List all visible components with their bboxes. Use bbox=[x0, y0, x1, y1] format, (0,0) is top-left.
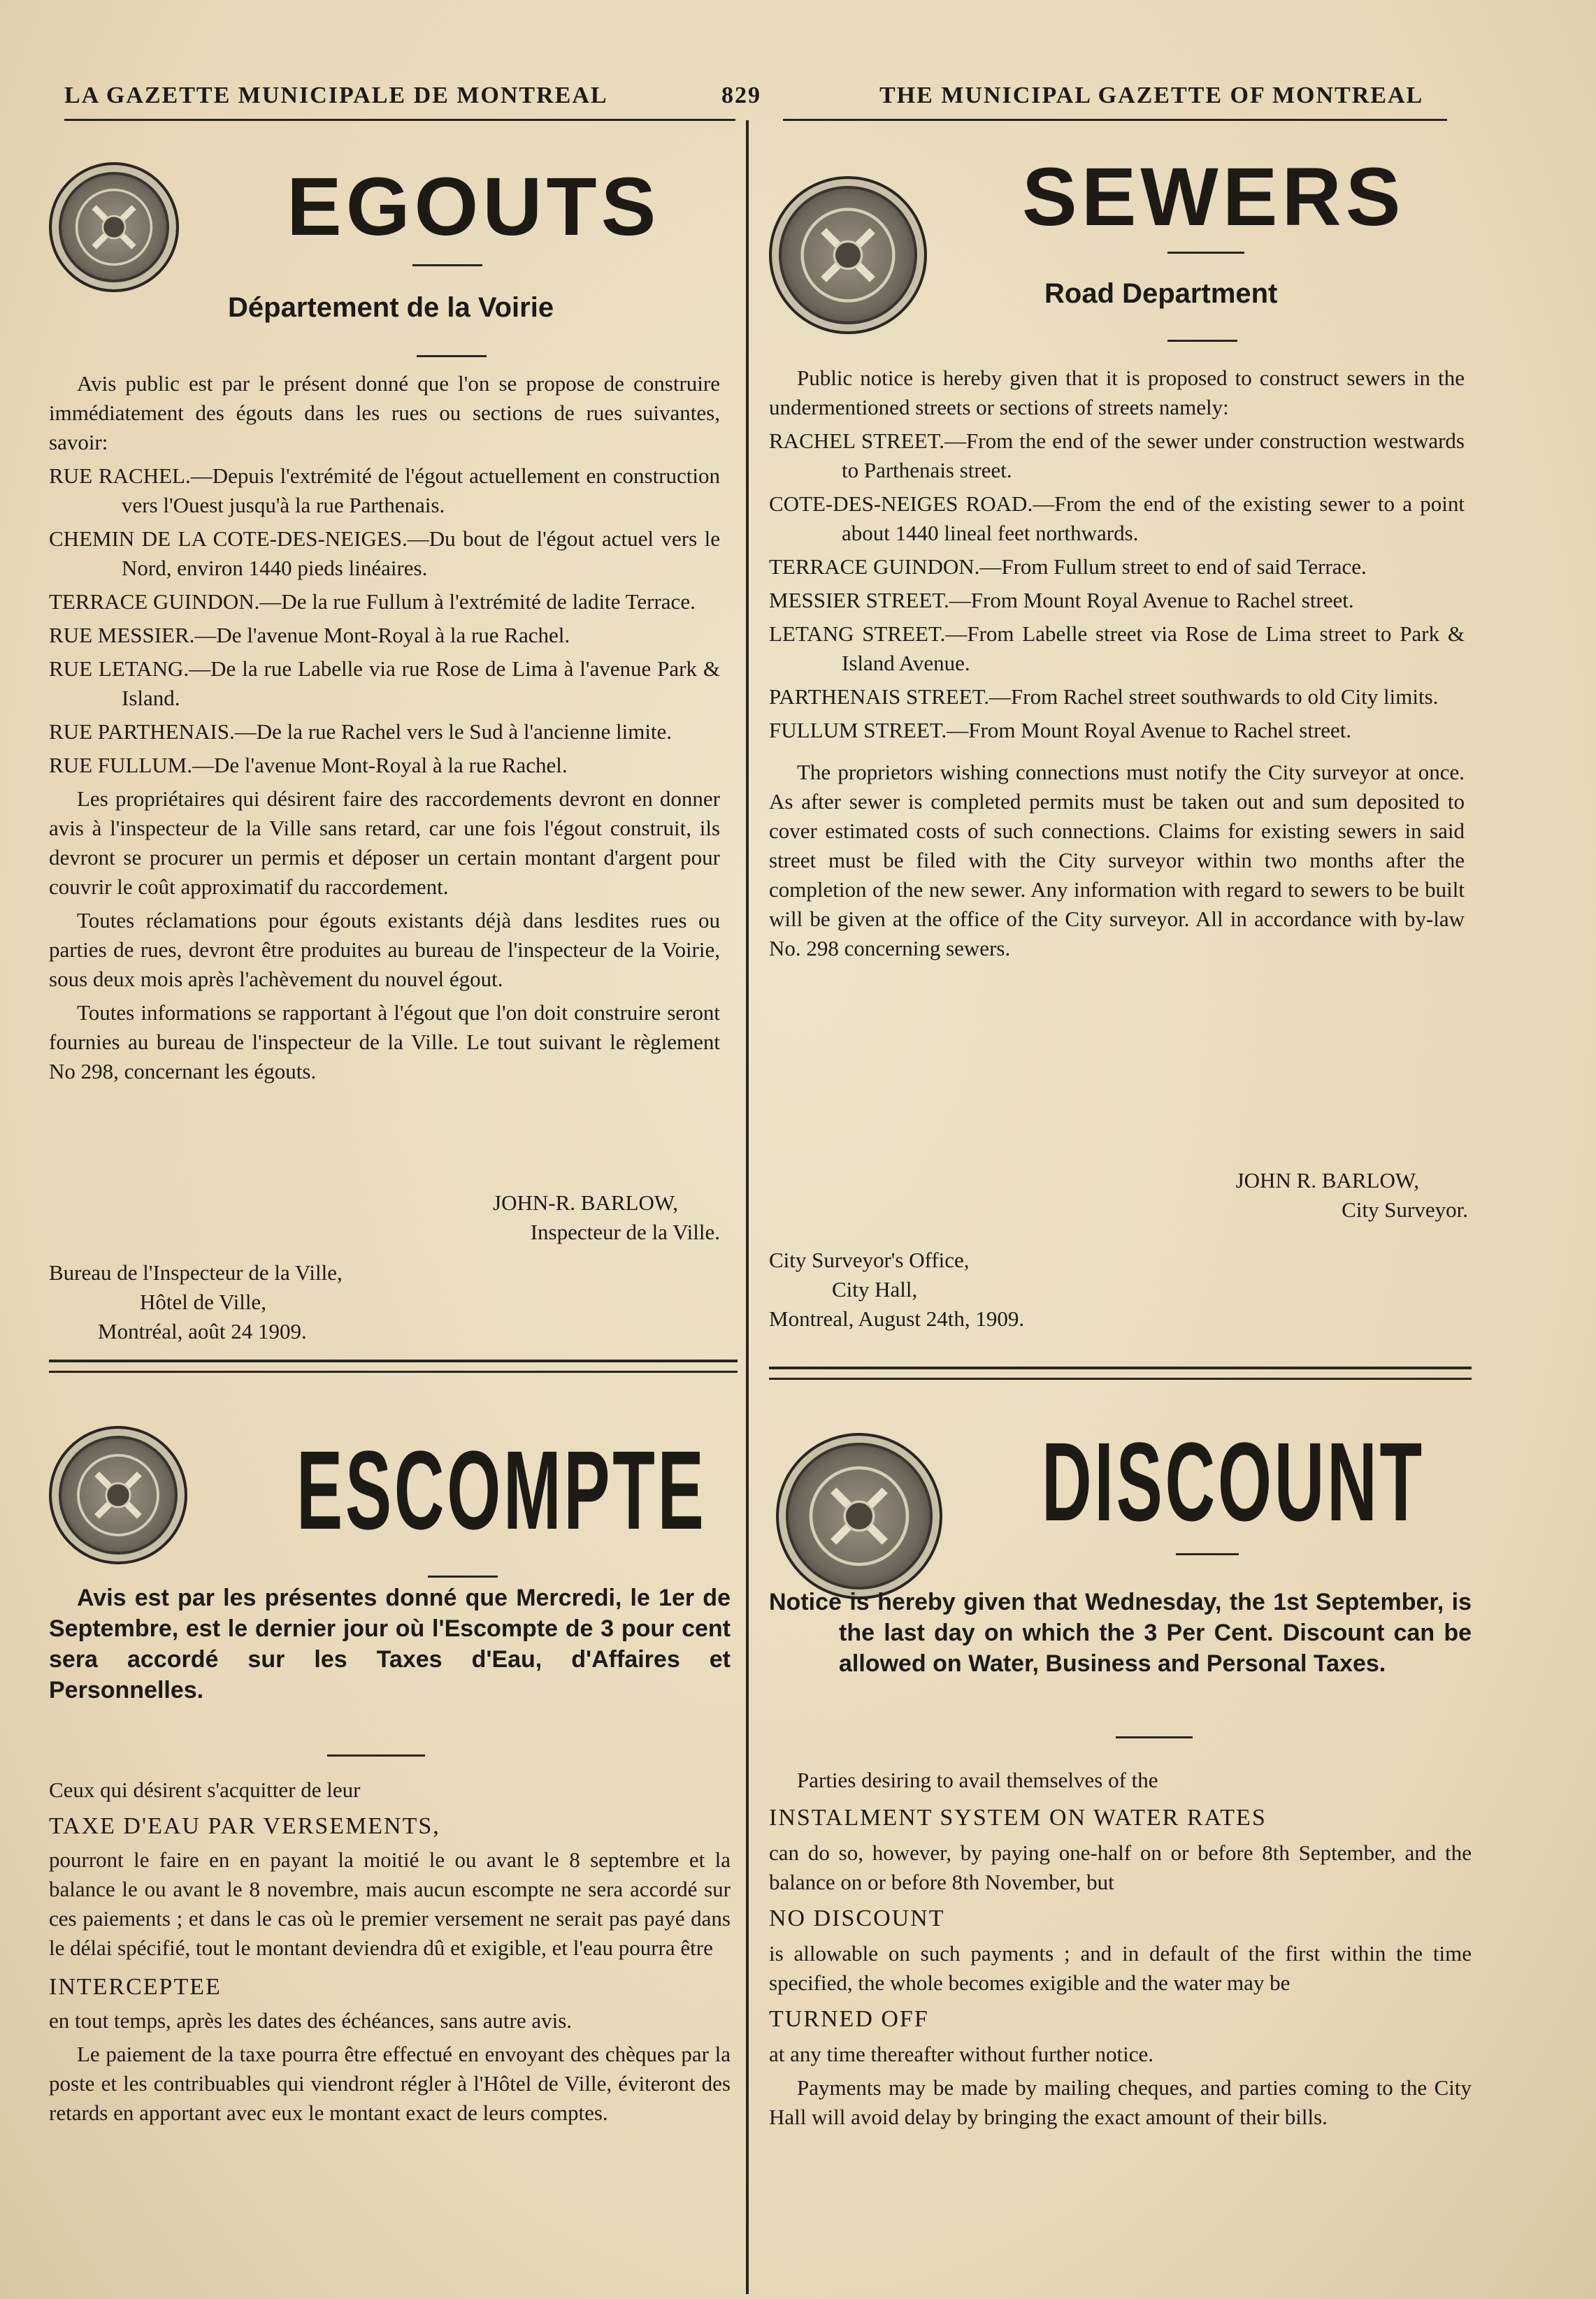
sewers-title: SEWERS bbox=[1022, 151, 1405, 243]
section-rule bbox=[1116, 1736, 1193, 1738]
escompte-heading-intercepted: INTERCEPTEE bbox=[49, 1974, 222, 2000]
egouts-street-letang: RUE LETANG.—De la rue Labelle via rue Rose de Lima à l'avenue Park & Island. bbox=[49, 656, 720, 710]
section-divider-right bbox=[769, 1367, 1472, 1380]
subtitle-rule bbox=[417, 355, 487, 357]
sewers-sig-name: JOHN R. BARLOW, bbox=[1235, 1168, 1419, 1192]
header-rule-left bbox=[64, 119, 735, 121]
city-seal-icon bbox=[776, 1433, 942, 1599]
escompte-heading-water-tax: TAXE D'EAU PAR VERSEMENTS, bbox=[49, 1813, 440, 1839]
egouts-sig-title: Inspecteur de la Ville. bbox=[530, 1220, 720, 1244]
escompte-body bbox=[49, 1775, 731, 2132]
discount-paragraph-1: Parties desiring to avail themselves of the bbox=[797, 1768, 1158, 1792]
egouts-signature bbox=[391, 1188, 720, 1247]
discount-paragraph-4: at any time thereafter without further notice. bbox=[769, 2042, 1154, 2066]
title-rule bbox=[428, 1576, 498, 1578]
title-rule bbox=[412, 264, 482, 266]
sewers-street-letang: LETANG STREET.—From Labelle street via Rose de Lima street to Park & Island Avenue. bbox=[769, 621, 1465, 675]
egouts-office-line-2: Hôtel de Ville, bbox=[140, 1290, 266, 1314]
discount-heading-instalment: INSTALMENT SYSTEM ON WATER RATES bbox=[769, 1805, 1267, 1831]
sewers-street-messier: MESSIER STREET.—From Mount Royal Avenue to Rachel street. bbox=[769, 588, 1354, 612]
egouts-street-parthenais: RUE PARTHENAIS.—De la rue Rachel vers le Sud à l'ancienne limite. bbox=[49, 719, 673, 744]
discount-body bbox=[769, 1766, 1472, 2136]
sewers-street-parthenais: PARTHENAIS STREET.—From Rachel street southwards to old City limits. bbox=[769, 684, 1439, 709]
discount-lead-text: Notice is hereby given that Wednesday, the 1st September, is the last day on which the 3 Per Cent. Discount can be allowed on Water, Business and Personal Taxes. bbox=[769, 1589, 1472, 1677]
section-rule bbox=[327, 1754, 425, 1757]
egouts-sig-name: JOHN-R. BARLOW, bbox=[493, 1190, 678, 1215]
egouts-street-fullum: RUE FULLUM.—De l'avenue Mont-Royal à la rue Rachel. bbox=[49, 753, 568, 777]
escompte-lead-text: Avis est par les présentes donné que Mercredi, le 1er de Septembre, est le dernier jour où l'Escompte de 3 pour cent sera accordé sur les Taxes d'Eau, d'Affaires et Personnelles. bbox=[49, 1585, 731, 1703]
sewers-street-cote-des-neiges: COTE-DES-NEIGES ROAD.—From the end of the existing sewer to a point about 1440 lineal feet northwards. bbox=[769, 491, 1465, 545]
egouts-paragraph-connections: Les propriétaires qui désirent faire des raccordements devront en donner avis à l'inspecteur de la Ville sans retard, car une fois l'égout construit, ils devront se procurer un permis et déposer un certain montant d'argent pour couvrir le coût approximatif du raccordement. bbox=[49, 786, 720, 899]
egouts-street-messier: RUE MESSIER.—De l'avenue Mont-Royal à la rue Rachel. bbox=[49, 623, 570, 647]
sewers-paragraph-connections: The proprietors wishing connections must notify the City surveyor at once. As after sewer is completed permits must be taken out and sum deposited to cover estimated costs of such connections. Claims for existing sewers in said street must be filed with the City surveyor within two months after the completion of the new sewer. Any information with regard to sewers to be built will be given at the office of the City surveyor. All in accordance with by-law No. 298 concerning sewers. bbox=[769, 760, 1465, 960]
sewers-office-line-1: City Surveyor's Office, bbox=[769, 1248, 970, 1272]
sewers-intro: Public notice is hereby given that it is proposed to construct sewers in the undermentioned streets or sections of streets namely: bbox=[769, 366, 1465, 419]
escompte-paragraph-2: pourront le faire en en payant la moitié le ou avant le 8 septembre et la balance le ou avant le 8 novembre, mais aucun escompte ne sera accordé sur ces paiements ; et dans le cas où le premier versement ne serait pas payé dans le délai spécifié, tout le montant deviendra dû et exigible, et l'eau pourra être bbox=[49, 1847, 731, 1960]
egouts-subtitle: Département de la Voirie bbox=[228, 292, 554, 323]
egouts-street-guindon: TERRACE GUINDON.—De la rue Fullum à l'extrémité de ladite Terrace. bbox=[49, 589, 696, 614]
discount-lead bbox=[769, 1587, 1472, 1683]
sewers-sig-title: City Surveyor. bbox=[1342, 1197, 1468, 1222]
egouts-street-cote-des-neiges: CHEMIN DE LA COTE-DES-NEIGES.—Du bout de l'égout actuel vers le Nord, environ 1440 pieds linéaires. bbox=[49, 526, 720, 580]
sewers-office-line-3: Montreal, August 24th, 1909. bbox=[769, 1306, 1025, 1331]
egouts-paragraph-information: Toutes informations se rapportant à l'égout que l'on doit construire seront fournies au bureau de l'inspecteur de la Ville. Le tout suivant le règlement No 298, concernant les égouts. bbox=[49, 1000, 720, 1083]
column-divider bbox=[746, 120, 749, 2294]
egouts-street-rachel: RUE RACHEL.—Depuis l'extrémité de l'égout actuellement en construction vers l'Ouest jusqu'à la rue Parthenais. bbox=[49, 463, 720, 517]
egouts-intro: Avis public est par le présent donné que l'on se propose de construire immédiatement des égouts dans les rues ou sections de rues suivantes, savoir: bbox=[49, 371, 720, 454]
egouts-office-line-3: Montréal, août 24 1909. bbox=[98, 1319, 307, 1343]
escompte-paragraph-1: Ceux qui désirent s'acquitter de leur bbox=[49, 1778, 361, 1802]
discount-paragraph-3: is allowable on such payments ; and in default of the first within the time specified, the whole becomes exigible and the water may be bbox=[769, 1941, 1472, 1995]
escompte-title: ESCOMPTE bbox=[296, 1427, 707, 1552]
escompte-lead bbox=[49, 1583, 731, 1710]
discount-title: DISCOUNT bbox=[1042, 1419, 1425, 1544]
title-rule bbox=[1167, 252, 1244, 254]
sewers-street-guindon: TERRACE GUINDON.—From Fullum street to end of said Terrace. bbox=[769, 554, 1367, 579]
title-rule bbox=[1176, 1553, 1239, 1555]
sewers-office-line-2: City Hall, bbox=[832, 1277, 918, 1302]
escompte-paragraph-3: en tout temps, après les dates des échéances, sans autre avis. bbox=[49, 2008, 573, 2033]
subtitle-rule bbox=[1167, 340, 1237, 342]
discount-paragraph-5: Payments may be made by mailing cheques, and parties coming to the City Hall will avoid delay by bringing the exact amount of their bills. bbox=[769, 2075, 1472, 2129]
city-seal-icon bbox=[49, 162, 179, 292]
sewers-body bbox=[769, 363, 1465, 967]
running-head-french: LA GAZETTE MUNICIPALE DE MONTREAL bbox=[64, 82, 608, 108]
running-head-english: THE MUNICIPAL GAZETTE OF MONTREAL bbox=[879, 82, 1424, 108]
sewers-office bbox=[769, 1246, 1258, 1334]
discount-heading-turned-off: TURNED OFF bbox=[769, 2006, 929, 2032]
egouts-title: EGOUTS bbox=[287, 161, 661, 253]
escompte-paragraph-4: Le paiement de la taxe pourra être effectué en envoyant des chèques par la poste et les contribuables qui viendront régler à l'Hôtel de Ville, éviteront des retards en apportant avec eux le montant exact de leurs comptes. bbox=[49, 2042, 731, 2125]
sewers-street-rachel: RACHEL STREET.—From the end of the sewer under construction westwards to Parthenais street. bbox=[769, 428, 1465, 482]
sewers-street-fullum: FULLUM STREET.—From Mount Royal Avenue to Rachel street. bbox=[769, 718, 1352, 742]
header-rule-right bbox=[783, 119, 1447, 121]
sewers-subtitle: Road Department bbox=[1044, 278, 1278, 309]
sewers-signature bbox=[1091, 1166, 1468, 1225]
egouts-body bbox=[49, 369, 720, 1090]
city-seal-icon bbox=[49, 1426, 187, 1564]
section-divider-left bbox=[49, 1360, 738, 1373]
discount-paragraph-2: can do so, however, by paying one-half on or before 8th September, and the balance on or before 8th November, but bbox=[769, 1840, 1472, 1894]
city-seal-icon bbox=[769, 176, 927, 334]
page-number: 829 bbox=[721, 82, 761, 108]
discount-heading-no-discount: NO DISCOUNT bbox=[769, 1905, 945, 1931]
egouts-office-line-1: Bureau de l'Inspecteur de la Ville, bbox=[49, 1260, 343, 1285]
egouts-paragraph-claims: Toutes réclamations pour égouts existants déjà dans lesdites rues ou parties de rues, devront être produites au bureau de l'inspecteur de la Voirie, sous deux mois après l'achèvement du nouvel égout. bbox=[49, 908, 720, 991]
egouts-office bbox=[49, 1258, 468, 1346]
